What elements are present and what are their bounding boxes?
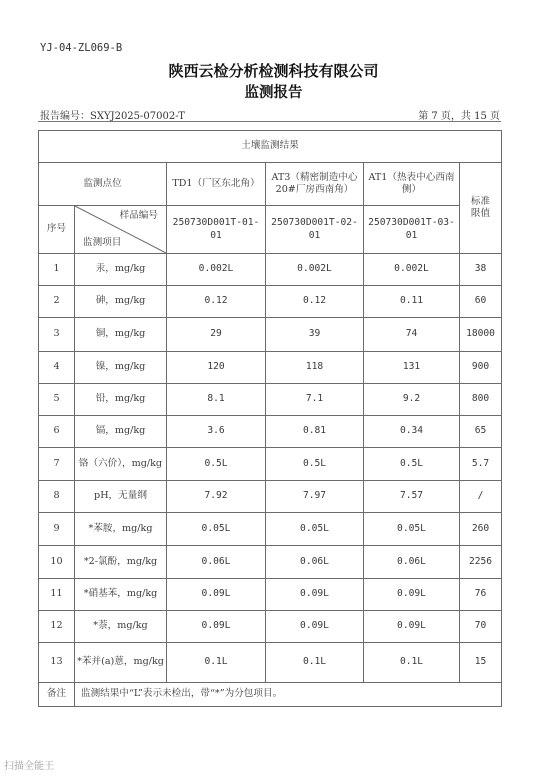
page-indicator: 第 7 页，共 15 页 bbox=[418, 111, 500, 122]
monitoring-item: pH，无量纲 bbox=[75, 481, 167, 513]
table-body bbox=[39, 254, 502, 683]
point-1-value: 0.12 bbox=[167, 286, 266, 318]
sample-label: 样品编号 bbox=[119, 210, 158, 221]
point-2-name: AT3（精密制造中心 20#厂房西南角） bbox=[266, 163, 364, 206]
table-row bbox=[39, 481, 502, 513]
point-2-value: 0.002L bbox=[266, 254, 364, 286]
point-1-value: 0.09L bbox=[167, 611, 266, 643]
point-3-value: 9.2 bbox=[364, 384, 460, 416]
header-rule bbox=[38, 121, 501, 122]
table-row bbox=[39, 513, 502, 546]
point-2-value: 0.05L bbox=[266, 513, 364, 546]
table-row bbox=[39, 448, 502, 481]
point-3-value: 0.34 bbox=[364, 416, 460, 448]
point-1-value: 0.1L bbox=[167, 643, 266, 683]
standard-value: 15 bbox=[460, 643, 502, 683]
point-header: 监测点位 bbox=[39, 163, 167, 206]
point-2-value: 0.06L bbox=[266, 546, 364, 579]
standard-value: / bbox=[460, 481, 502, 513]
point-3-name: AT1（热表中心西南侧） bbox=[364, 163, 460, 206]
standard-value: 260 bbox=[460, 513, 502, 546]
monitoring-item: *苯并(a)蒽，mg/kg bbox=[75, 643, 167, 683]
point-3-sample: 250730D001T-03-01 bbox=[364, 206, 460, 254]
point-3-value: 0.06L bbox=[364, 546, 460, 579]
standard-value: 76 bbox=[460, 579, 502, 611]
point-1-name: TD1（厂区东北角） bbox=[167, 163, 266, 206]
point-3-value: 131 bbox=[364, 352, 460, 384]
point-2-value: 0.09L bbox=[266, 579, 364, 611]
table-caption: 土壤监测结果 bbox=[39, 131, 502, 163]
standard-value: 60 bbox=[460, 286, 502, 318]
point-1-value: 7.92 bbox=[167, 481, 266, 513]
point-2-value: 0.81 bbox=[266, 416, 364, 448]
row-number: 11 bbox=[39, 579, 75, 611]
row-number: 7 bbox=[39, 448, 75, 481]
standard-value: 70 bbox=[460, 611, 502, 643]
point-3-value: 0.05L bbox=[364, 513, 460, 546]
point-1-value: 29 bbox=[167, 318, 266, 352]
point-1-value: 0.05L bbox=[167, 513, 266, 546]
monitoring-item: *硝基苯，mg/kg bbox=[75, 579, 167, 611]
report-number: 报告编号：SXYJ2025-07002-T bbox=[40, 111, 185, 122]
point-3-value: 0.002L bbox=[364, 254, 460, 286]
point-1-value: 3.6 bbox=[167, 416, 266, 448]
point-2-value: 0.1L bbox=[266, 643, 364, 683]
table-row bbox=[39, 318, 502, 352]
monitoring-item: 铅，mg/kg bbox=[75, 384, 167, 416]
monitoring-item: 铬（六价），mg/kg bbox=[75, 448, 167, 481]
table-row bbox=[39, 416, 502, 448]
point-3-value: 0.09L bbox=[364, 611, 460, 643]
row-number: 6 bbox=[39, 416, 75, 448]
remark-text: 监测结果中“L”表示未检出，带“*”为分包项目。 bbox=[75, 683, 502, 707]
point-2-value: 7.97 bbox=[266, 481, 364, 513]
row-number: 13 bbox=[39, 643, 75, 683]
point-1-value: 0.09L bbox=[167, 579, 266, 611]
standard-value: 900 bbox=[460, 352, 502, 384]
point-2-value: 0.5L bbox=[266, 448, 364, 481]
point-1-value: 0.06L bbox=[167, 546, 266, 579]
monitoring-item: 镍，mg/kg bbox=[75, 352, 167, 384]
point-1-value: 0.5L bbox=[167, 448, 266, 481]
row-number: 12 bbox=[39, 611, 75, 643]
standard-value: 2256 bbox=[460, 546, 502, 579]
point-1-value: 8.1 bbox=[167, 384, 266, 416]
point-1-value: 120 bbox=[167, 352, 266, 384]
row-number: 3 bbox=[39, 318, 75, 352]
point-1-value: 0.002L bbox=[167, 254, 266, 286]
table-row bbox=[39, 286, 502, 318]
monitoring-item: 镉，mg/kg bbox=[75, 416, 167, 448]
standard-value: 65 bbox=[460, 416, 502, 448]
point-3-value: 0.5L bbox=[364, 448, 460, 481]
monitoring-item: 铜，mg/kg bbox=[75, 318, 167, 352]
point-3-value: 0.1L bbox=[364, 643, 460, 683]
item-label: 监测项目 bbox=[83, 236, 122, 248]
table-row bbox=[39, 546, 502, 579]
table-row bbox=[39, 611, 502, 643]
company-name: 陕西云检分析检测科技有限公司 bbox=[168, 62, 379, 80]
standard-value: 18000 bbox=[460, 318, 502, 352]
row-number: 1 bbox=[39, 254, 75, 286]
point-2-value: 39 bbox=[266, 318, 364, 352]
point-3-value: 0.09L bbox=[364, 579, 460, 611]
row-number: 8 bbox=[39, 481, 75, 513]
standard-value: 800 bbox=[460, 384, 502, 416]
standard-header bbox=[460, 163, 502, 254]
document-code: YJ-04-ZL069-B bbox=[40, 42, 123, 54]
sample-item-header bbox=[75, 206, 167, 254]
point-2-sample: 250730D001T-02-01 bbox=[266, 206, 364, 254]
point-2-value: 0.12 bbox=[266, 286, 364, 318]
report-title: 监测报告 bbox=[244, 85, 303, 101]
table-row bbox=[39, 643, 502, 683]
point-1-sample: 250730D001T-01-01 bbox=[167, 206, 266, 254]
point-2-value: 7.1 bbox=[266, 384, 364, 416]
soil-monitoring-table bbox=[38, 130, 502, 707]
table-row bbox=[39, 579, 502, 611]
point-2-value: 118 bbox=[266, 352, 364, 384]
standard-label: 标准限值 bbox=[470, 195, 491, 219]
monitoring-item: *2-氯酚，mg/kg bbox=[75, 546, 167, 579]
row-number: 2 bbox=[39, 286, 75, 318]
point-3-value: 74 bbox=[364, 318, 460, 352]
scanner-watermark: 扫描全能王 bbox=[4, 761, 54, 772]
point-2-value: 0.09L bbox=[266, 611, 364, 643]
table-row bbox=[39, 384, 502, 416]
monitoring-item: *苯胺，mg/kg bbox=[75, 513, 167, 546]
seq-header: 序号 bbox=[39, 206, 75, 254]
remark-label: 备注 bbox=[39, 683, 75, 707]
table-row bbox=[39, 352, 502, 384]
point-3-value: 0.11 bbox=[364, 286, 460, 318]
monitoring-item: *萘，mg/kg bbox=[75, 611, 167, 643]
monitoring-item: 砷，mg/kg bbox=[75, 286, 167, 318]
row-number: 9 bbox=[39, 513, 75, 546]
point-3-value: 7.57 bbox=[364, 481, 460, 513]
monitoring-item: 汞，mg/kg bbox=[75, 254, 167, 286]
row-number: 10 bbox=[39, 546, 75, 579]
table-row bbox=[39, 254, 502, 286]
row-number: 5 bbox=[39, 384, 75, 416]
row-number: 4 bbox=[39, 352, 75, 384]
standard-value: 5.7 bbox=[460, 448, 502, 481]
standard-value: 38 bbox=[460, 254, 502, 286]
